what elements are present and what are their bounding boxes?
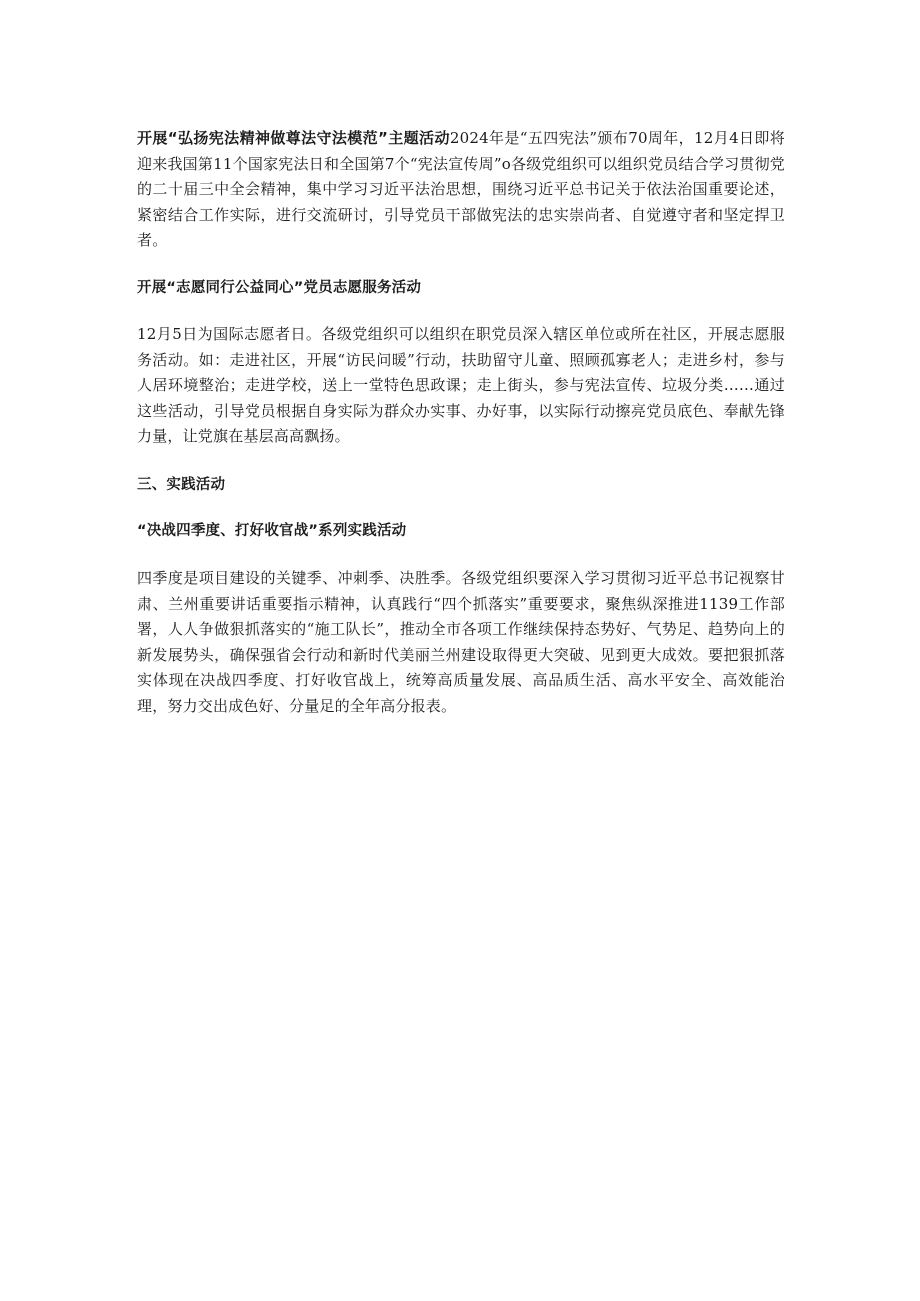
document-page <box>137 126 785 720</box>
paragraph-volunteer-activity: 12月5日为国际志愿者日。各级党组织可以组织在职党员深入辖区单位或所在社区，开展志愿服务活动。如：走进社区，开展“访民问暖”行动，扶助留守儿童、照顾孤寡老人；走进乡村，参与人居环境整治；走进学校，送上一堂特色思政课；走上街头，参与宪法宣传、垃圾分类……通过这些活动，引导党员根据自身实际为群众办实事、办好事，以实际行动擦亮党员底色、奉献先锋力量，让党旗在基层高高飘扬。 <box>137 324 785 446</box>
paragraph-q4-campaign: 四季度是项目建设的关键季、冲刺季、决胜季。各级党组织要深入学习贯彻习近平总书记视察甘肃、兰州重要讲话重要指示精神，认真践行“四个抓落实”重要要求，聚焦纵深推进1139工作部署，人人争做狠抓落实的“施工队长”，推动全市各项工作继续保持态势好、气势足、趋势向上的新发展势头，确保强省会行动和新时代美丽兰州建设取得更大突破、见到更大成效。要把狠抓落实体现在决战四季度、打好收官战上，统筹高质量发展、高品质生活、高水平安全、高效能治理，努力交出成色好、分量足的全年高分报表。 <box>137 568 785 715</box>
subsection-heading-q4-campaign: “决战四季度、打好收官战”系列实践活动 <box>137 522 407 539</box>
paragraph-bold-lead: 开展“弘扬宪法精神做尊法守法模范”主题活动 <box>137 129 450 147</box>
paragraph-body-text: 2024年是“五四宪法”颁布70周年，12月4日即将迎来我国第11个国家宪法日和全国第7个“宪法宣传周”o各级党组织可以组织党员结合学习贯彻党的二十届三中全会精神，集中学习习近平法治思想，围绕习近平总书记关于依法治国重要论述，紧密结合工作实际，进行交流研讨，引导党员干部做宪法的忠实崇尚者、自觉遵守者和坚定捍卫者。 <box>137 129 786 250</box>
section-heading-volunteer: 开展“志愿同行公益同心”党员志愿服务活动 <box>137 279 422 296</box>
section-heading-practice: 三、实践活动 <box>137 476 226 493</box>
paragraph-constitution-activity <box>137 126 785 254</box>
